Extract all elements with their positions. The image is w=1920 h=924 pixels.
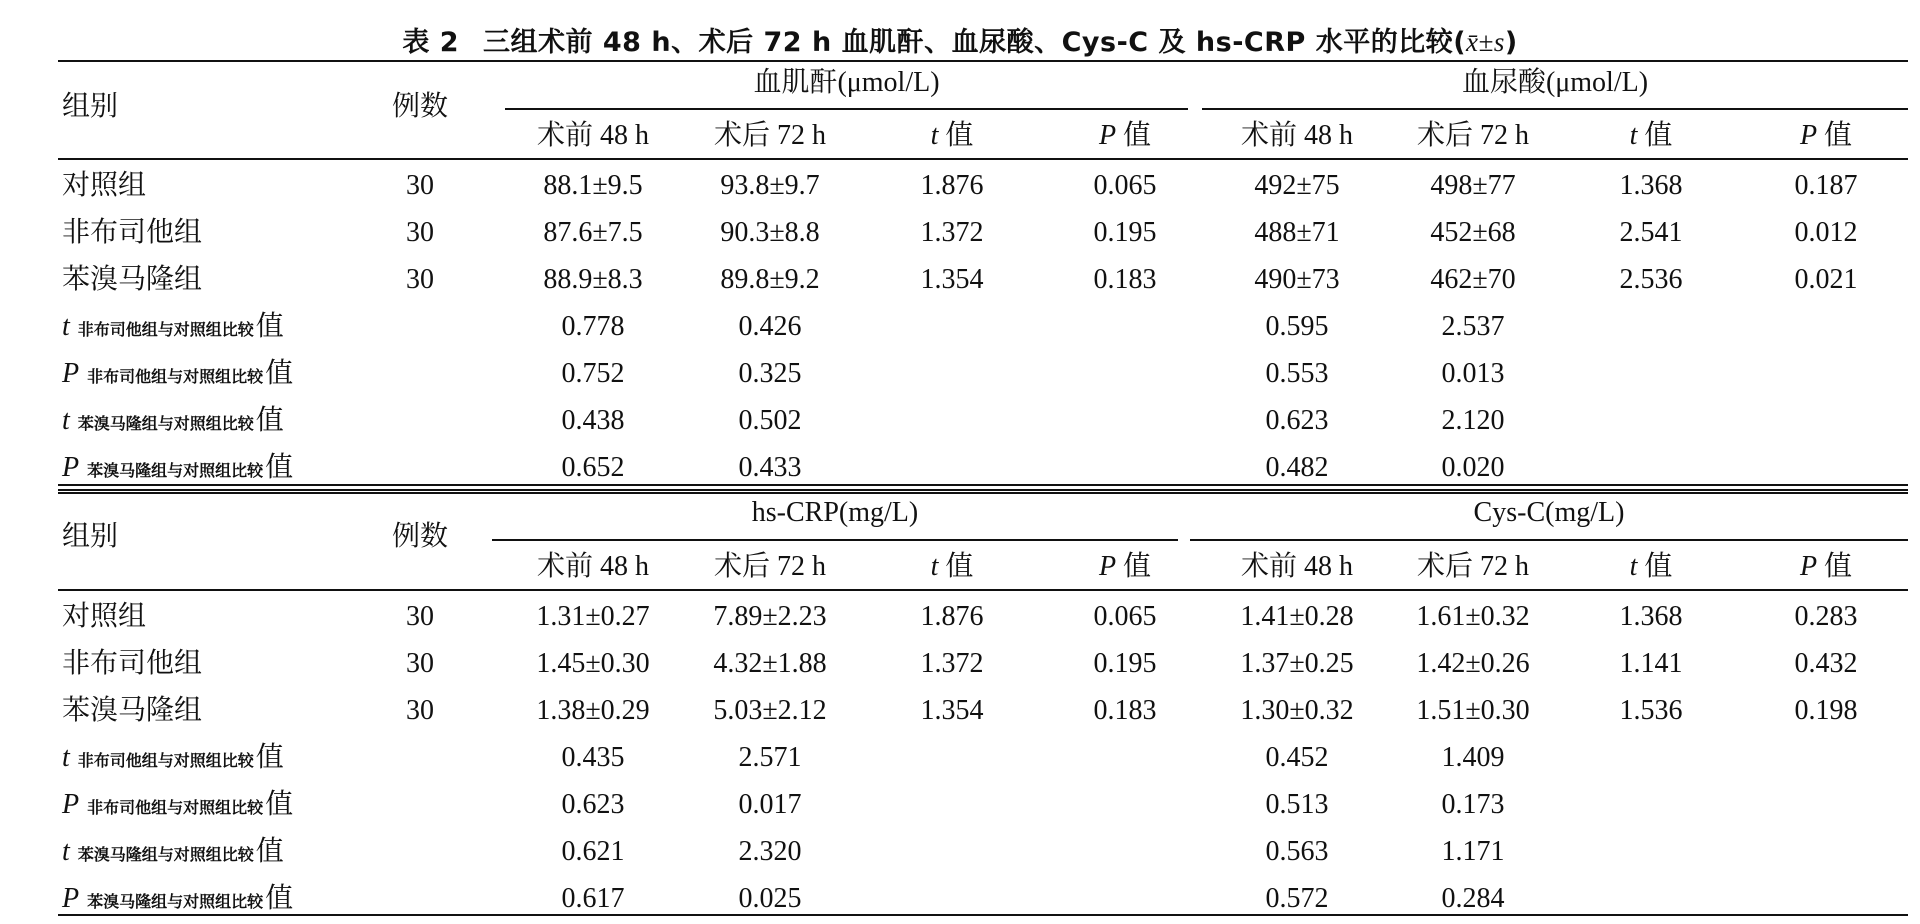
header-m1-p-suffix: 值 [1123,120,1152,151]
cell-m2-p: 0.432 [1794,648,1858,679]
comparison-symbol: P [62,452,80,483]
header-m1-pre: 术前 48 h [536,120,650,151]
header-m1-t-symbol: t [930,120,939,151]
header-m2-pre: 术前 48 h [1240,551,1354,582]
header-divider-2 [1202,108,1908,110]
comparison-symbol: t [62,405,70,436]
cell-m2-pre: 1.37±0.25 [1240,648,1354,679]
cell-n: 30 [406,601,434,632]
header-m2-t-symbol: t [1629,120,1638,151]
cell-m1-post: 4.32±1.88 [713,648,827,679]
row-group: 非布司他组 [62,217,203,248]
header-m2-pre: 术前 48 h [1240,120,1354,151]
comparison-subscript: 非布司他组与对照组比较 [77,751,254,770]
header-measure-2: Cys-C(mg/L) [1473,497,1625,528]
cell-m1-pre: 88.9±8.3 [543,264,643,295]
comparison-m2-pre: 0.553 [1265,358,1329,389]
header-n: 例数 [391,521,449,552]
header-m2-p-symbol: P [1799,120,1818,151]
header-m2-t [1630,119,1673,153]
cell-m1-t: 1.354 [920,264,984,295]
table-bottom-rule [58,484,1908,486]
cell-m2-t: 1.141 [1619,648,1683,679]
comparison-m2-post: 0.020 [1441,452,1505,483]
table-top-rule [58,492,1908,494]
comparison-m2-pre: 0.623 [1265,405,1329,436]
comparison-subscript: 非布司他组与对照组比较 [77,320,254,339]
comparison-symbol: P [62,789,80,820]
comparison-label [62,310,284,347]
cell-m1-t: 1.876 [920,170,984,201]
comparison-symbol: t [62,311,70,342]
comparison-suffix: 值 [265,883,294,914]
header-m2-p-suffix: 值 [1824,120,1853,151]
header-m2-t-suffix: 值 [1644,551,1673,582]
cell-m2-p: 0.283 [1794,601,1858,632]
comparison-label [62,835,284,872]
header-measure-1: 血肌酐(μmol/L) [753,67,940,98]
comparison-m1-post: 2.571 [738,742,802,773]
row-group: 非布司他组 [62,648,203,679]
comparison-m1-pre: 0.438 [561,405,625,436]
cell-m2-p: 0.021 [1794,264,1858,295]
header-bottom-rule [58,589,1908,591]
table-bottom-rule [58,914,1908,916]
cell-n: 30 [406,170,434,201]
cell-n: 30 [406,264,434,295]
comparison-label [62,404,284,441]
comparison-m2-post: 0.173 [1441,789,1505,820]
cell-m1-post: 5.03±2.12 [713,695,827,726]
comparison-m1-post: 0.502 [738,405,802,436]
header-group: 组别 [62,91,119,122]
cell-m1-p: 0.195 [1093,217,1157,248]
comparison-suffix: 值 [255,742,284,773]
caption-label: 表 2 [402,27,459,58]
cell-m1-pre: 1.38±0.29 [536,695,650,726]
comparison-suffix: 值 [255,405,284,436]
cell-m2-t: 2.541 [1619,217,1683,248]
cell-m2-post: 452±68 [1430,217,1516,248]
header-m1-p-symbol: P [1098,551,1117,582]
comparison-subscript: 苯溴马隆组与对照组比较 [77,414,254,433]
comparison-suffix: 值 [255,311,284,342]
comparison-m2-pre: 0.572 [1265,883,1329,914]
table-caption [0,20,1920,59]
table-top-rule [58,60,1908,62]
header-n: 例数 [391,91,449,122]
comparison-m1-post: 2.320 [738,836,802,867]
comparison-label [62,451,293,488]
header-m2-p-suffix: 值 [1824,551,1853,582]
comparison-m2-pre: 0.513 [1265,789,1329,820]
cell-m1-pre: 88.1±9.5 [543,170,643,201]
comparison-m2-post: 1.409 [1441,742,1505,773]
comparison-m1-pre: 0.652 [561,452,625,483]
cell-m2-t: 1.368 [1619,170,1683,201]
row-group: 对照组 [62,601,147,632]
comparison-m1-pre: 0.778 [561,311,625,342]
comparison-suffix: 值 [265,358,294,389]
cell-m2-pre: 488±71 [1254,217,1340,248]
cell-m1-pre: 87.6±7.5 [543,217,643,248]
header-m1-p [1099,119,1151,153]
cell-m1-p: 0.065 [1093,170,1157,201]
header-m1-post: 术后 72 h [713,551,827,582]
comparison-subscript: 非布司他组与对照组比较 [87,798,264,817]
header-m1-p [1099,550,1151,584]
cell-m1-p: 0.183 [1093,264,1157,295]
header-m2-t-suffix: 值 [1644,120,1673,151]
cell-m1-p: 0.183 [1093,695,1157,726]
header-measure-1: hs-CRP(mg/L) [751,497,919,528]
header-m2-post: 术后 72 h [1416,551,1530,582]
comparison-m1-post: 0.433 [738,452,802,483]
cell-m1-pre: 1.31±0.27 [536,601,650,632]
cell-m2-pre: 1.41±0.28 [1240,601,1354,632]
comparison-m1-post: 0.017 [738,789,802,820]
cell-m2-p: 0.012 [1794,217,1858,248]
cell-m2-post: 1.61±0.32 [1416,601,1530,632]
comparison-m2-post: 2.120 [1441,405,1505,436]
header-m1-t [931,119,974,153]
comparison-m1-post: 0.025 [738,883,802,914]
cell-n: 30 [406,217,434,248]
cell-m1-post: 90.3±8.8 [720,217,820,248]
cell-m2-p: 0.187 [1794,170,1858,201]
header-m2-p [1800,550,1852,584]
cell-m1-t: 1.372 [920,648,984,679]
header-divider-2 [1190,539,1908,541]
cell-m2-pre: 490±73 [1254,264,1340,295]
comparison-subscript: 苯溴马隆组与对照组比较 [87,461,264,480]
comparison-m1-pre: 0.621 [561,836,625,867]
cell-m2-post: 498±77 [1430,170,1516,201]
comparison-subscript: 苯溴马隆组与对照组比较 [77,845,254,864]
comparison-m2-post: 0.284 [1441,883,1505,914]
cell-m1-p: 0.065 [1093,601,1157,632]
cell-m2-pre: 492±75 [1254,170,1340,201]
comparison-label [62,741,284,778]
comparison-symbol: t [62,836,70,867]
comparison-label [62,357,293,394]
comparison-symbol: t [62,742,70,773]
header-group: 组别 [62,521,119,552]
comparison-m2-post: 2.537 [1441,311,1505,342]
comparison-symbol: P [62,883,80,914]
comparison-m1-pre: 0.623 [561,789,625,820]
cell-m2-post: 1.51±0.30 [1416,695,1530,726]
header-m2-p-symbol: P [1799,551,1818,582]
comparison-suffix: 值 [265,789,294,820]
cell-m1-pre: 1.45±0.30 [536,648,650,679]
comparison-m1-pre: 0.752 [561,358,625,389]
cell-m2-post: 462±70 [1430,264,1516,295]
comparison-subscript: 苯溴马隆组与对照组比较 [87,892,264,911]
caption-close: ) [1504,27,1518,58]
header-m1-p-symbol: P [1098,120,1117,151]
comparison-label [62,788,293,825]
comparison-m2-pre: 0.452 [1265,742,1329,773]
cell-m1-t: 1.354 [920,695,984,726]
caption-text: 三组术前 48 h、术后 72 h 血肌酐、血尿酸、Cys-C 及 hs-CRP 水平的比较( [483,27,1467,58]
header-m2-t [1630,550,1673,584]
comparison-m2-post: 0.013 [1441,358,1505,389]
header-m1-post: 术后 72 h [713,120,827,151]
comparison-m2-pre: 0.563 [1265,836,1329,867]
cell-m1-t: 1.372 [920,217,984,248]
cell-m1-post: 89.8±9.2 [720,264,820,295]
header-m1-t-symbol: t [930,551,939,582]
cell-m2-post: 1.42±0.26 [1416,648,1530,679]
header-m2-post: 术后 72 h [1416,120,1530,151]
comparison-suffix: 值 [255,836,284,867]
comparison-m2-pre: 0.482 [1265,452,1329,483]
cell-m2-t: 1.368 [1619,601,1683,632]
comparison-m1-post: 0.325 [738,358,802,389]
comparison-m1-pre: 0.435 [561,742,625,773]
header-m2-t-symbol: t [1629,551,1638,582]
row-group: 苯溴马隆组 [62,264,203,295]
comparison-m1-pre: 0.617 [561,883,625,914]
row-group: 对照组 [62,170,147,201]
comparison-m2-post: 1.171 [1441,836,1505,867]
header-m1-t [931,550,974,584]
header-m1-t-suffix: 值 [945,551,974,582]
cell-m2-t: 1.536 [1619,695,1683,726]
cell-m2-pre: 1.30±0.32 [1240,695,1354,726]
cell-m2-t: 2.536 [1619,264,1683,295]
header-divider-1 [505,108,1188,110]
header-divider-1 [492,539,1178,541]
cell-n: 30 [406,648,434,679]
header-bottom-rule [58,158,1908,160]
header-measure-2: 血尿酸(μmol/L) [1461,67,1649,98]
comparison-symbol: P [62,358,80,389]
comparison-m1-post: 0.426 [738,311,802,342]
header-m1-t-suffix: 值 [945,120,974,151]
comparison-suffix: 值 [265,452,294,483]
cell-n: 30 [406,695,434,726]
cell-m2-p: 0.198 [1794,695,1858,726]
header-m2-p [1800,119,1852,153]
comparison-m2-pre: 0.595 [1265,311,1329,342]
row-group: 苯溴马隆组 [62,695,203,726]
caption-stat: x̄±s [1466,27,1505,57]
cell-m1-post: 93.8±9.7 [720,170,820,201]
header-m1-pre: 术前 48 h [536,551,650,582]
header-m1-p-suffix: 值 [1123,551,1152,582]
cell-m1-post: 7.89±2.23 [713,601,827,632]
table-bottom-rule-double [58,489,1908,491]
comparison-subscript: 非布司他组与对照组比较 [87,367,264,386]
cell-m1-t: 1.876 [920,601,984,632]
cell-m1-p: 0.195 [1093,648,1157,679]
